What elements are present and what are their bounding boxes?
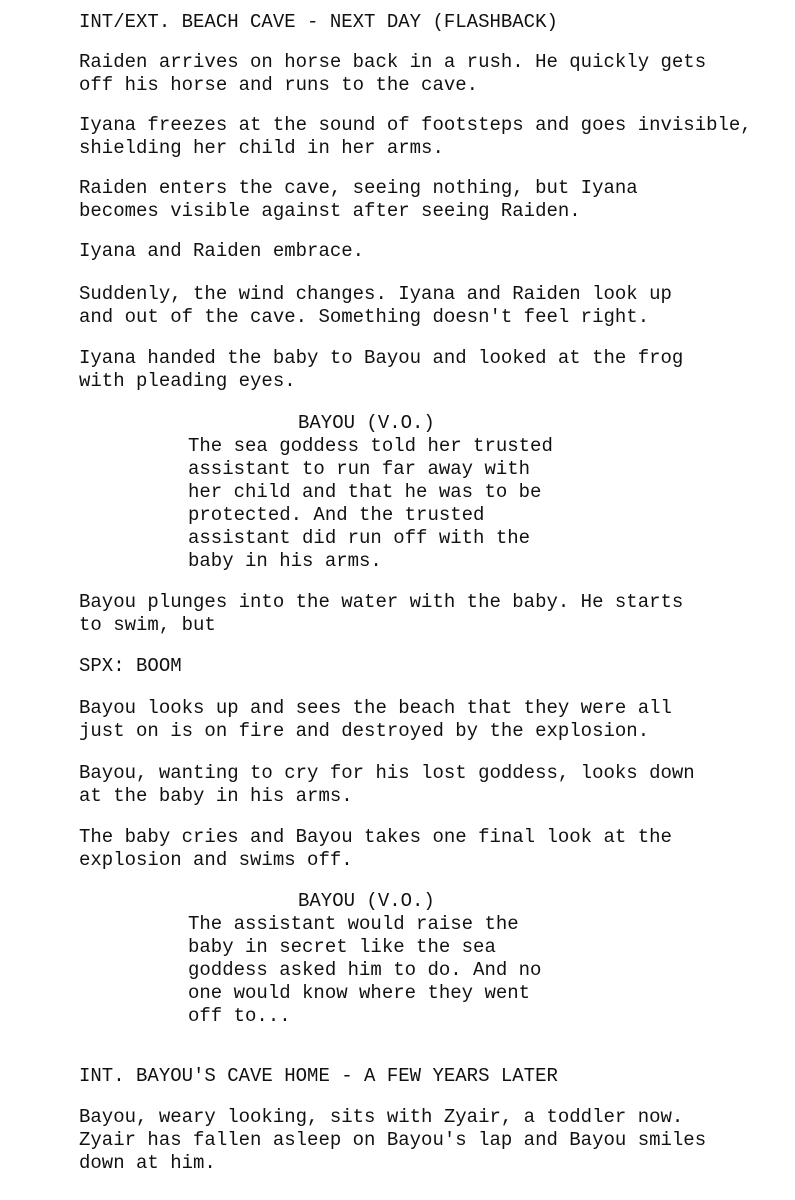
action-line: with pleading eyes.	[79, 370, 296, 392]
action-line: Raiden arrives on horse back in a rush. He quickly gets	[79, 51, 707, 73]
action-line: Bayou plunges into the water with the baby. He starts	[79, 591, 684, 613]
action-line: Iyana handed the baby to Bayou and looked at the frog	[79, 347, 684, 369]
action-line: Bayou, weary looking, sits with Zyair, a toddler now.	[79, 1106, 684, 1128]
action-line: Raiden enters the cave, seeing nothing, but Iyana	[79, 177, 638, 199]
character-name: BAYOU (V.O.)	[298, 890, 435, 912]
action-line: Bayou looks up and sees the beach that they were all	[79, 697, 672, 719]
scene-heading: INT/EXT. BEACH CAVE - NEXT DAY (FLASHBACK)	[79, 11, 558, 33]
dialogue-line: goddess asked him to do. And no	[188, 959, 542, 981]
action-line: down at him.	[79, 1152, 216, 1174]
dialogue-line: protected. And the trusted	[188, 504, 485, 526]
action-line: Iyana freezes at the sound of footsteps and goes invisible,	[79, 114, 752, 136]
dialogue-line: The assistant would raise the	[188, 913, 519, 935]
action-line: just on is on fire and destroyed by the explosion.	[79, 720, 650, 742]
dialogue-line: The sea goddess told her trusted	[188, 435, 553, 457]
character-name: BAYOU (V.O.)	[298, 412, 435, 434]
dialogue-line: off to...	[188, 1005, 291, 1027]
action-line: explosion and swims off.	[79, 849, 353, 871]
dialogue-line: assistant to run far away with	[188, 458, 531, 480]
action-line: and out of the cave. Something doesn't feel right.	[79, 306, 650, 328]
dialogue-line: baby in his arms.	[188, 550, 382, 572]
action-line: off his horse and runs to the cave.	[79, 74, 479, 96]
dialogue-line: assistant did run off with the	[188, 527, 531, 549]
action-line: Iyana and Raiden embrace.	[79, 240, 365, 262]
sound-effect: SPX: BOOM	[79, 655, 182, 677]
action-line: to swim, but	[79, 614, 216, 636]
action-line: becomes visible against after seeing Raiden.	[79, 200, 581, 222]
action-line: The baby cries and Bayou takes one final look at the	[79, 826, 672, 848]
action-line: Suddenly, the wind changes. Iyana and Raiden look up	[79, 283, 672, 305]
scene-heading: INT. BAYOU'S CAVE HOME - A FEW YEARS LATER	[79, 1065, 558, 1087]
dialogue-line: her child and that he was to be	[188, 481, 542, 503]
dialogue-line: baby in secret like the sea	[188, 936, 496, 958]
dialogue-line: one would know where they went	[188, 982, 531, 1004]
action-line: shielding her child in her arms.	[79, 137, 444, 159]
action-line: at the baby in his arms.	[79, 785, 353, 807]
action-line: Zyair has fallen asleep on Bayou's lap and Bayou smiles	[79, 1129, 707, 1151]
action-line: Bayou, wanting to cry for his lost goddess, looks down	[79, 762, 695, 784]
